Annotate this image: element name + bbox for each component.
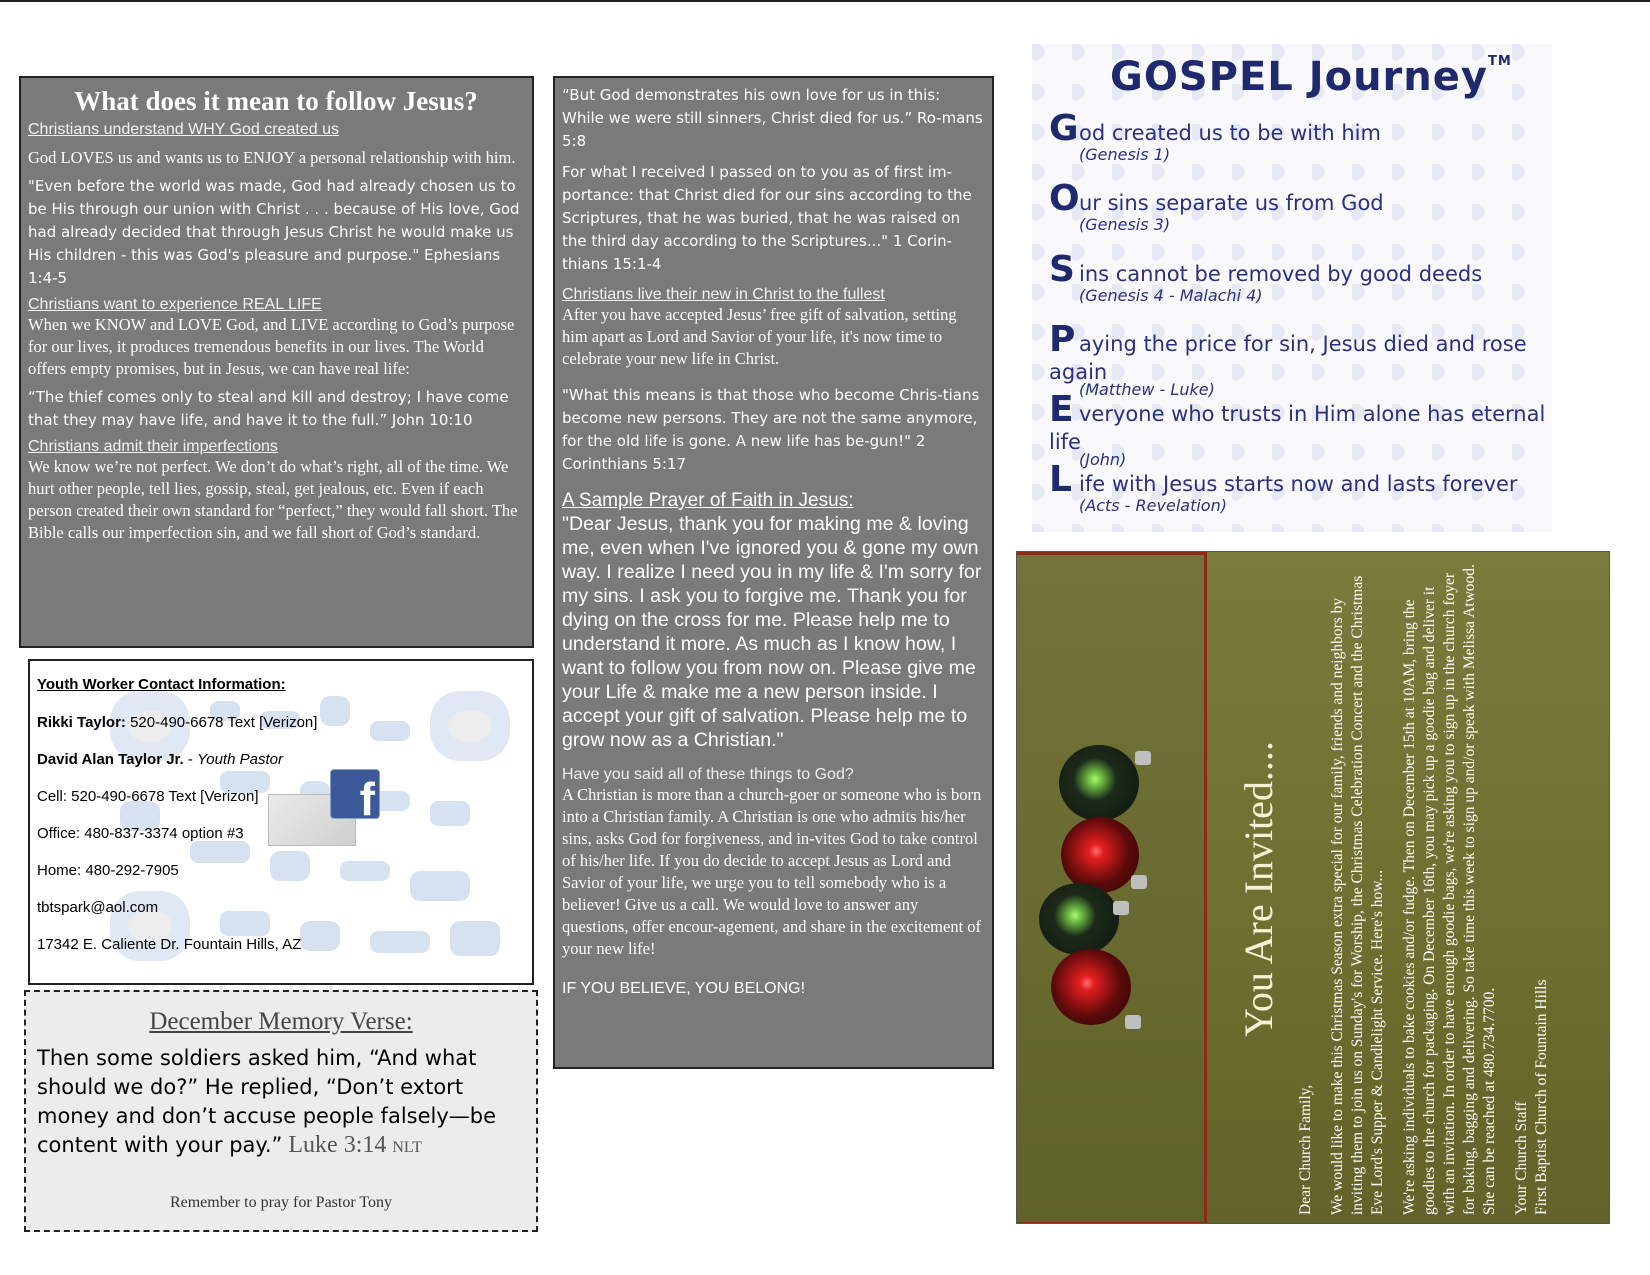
gospel-ref: (Genesis 3) bbox=[1079, 215, 1171, 234]
contact-email[interactable]: tbtspark@aol.com bbox=[37, 899, 159, 916]
gospel-ref: (Matthew - Luke) bbox=[1079, 380, 1215, 399]
facebook-icon[interactable]: f bbox=[330, 769, 380, 819]
section-heading-why: Christians understand WHY God created us bbox=[28, 121, 339, 138]
christmas-invitation bbox=[1016, 551, 1610, 1224]
memory-verse-box bbox=[24, 990, 538, 1232]
gospel-ref: (Genesis 4 - Malachi 4) bbox=[1079, 286, 1263, 305]
top-border bbox=[0, 0, 1650, 2]
quote-john: “The thief comes only to steal and kill and destroy; I have come that they may have life, and have it to the full.” John 10:10 bbox=[28, 388, 509, 429]
gospel-text: ins cannot be removed by good deeds bbox=[1079, 262, 1483, 286]
follow-jesus-title: What does it mean to follow Jesus? bbox=[74, 86, 478, 116]
section-body-why: God LOVES us and wants us to ENJOY a personal relationship with him. bbox=[28, 148, 516, 167]
question-heading: Have you said all of these things to God? bbox=[562, 766, 854, 783]
contact-david bbox=[37, 750, 532, 787]
new-life-panel bbox=[553, 76, 994, 1069]
section-heading-imperfections: Christians admit their imperfections bbox=[28, 438, 278, 455]
gospel-ref: (Acts - Revelation) bbox=[1079, 496, 1227, 515]
memory-verse-version: NLT bbox=[392, 1139, 423, 1156]
memory-verse-title: December Memory Verse: bbox=[149, 1008, 413, 1035]
gospel-item-o bbox=[1049, 178, 1384, 234]
gospel-text: aying the price for sin, Jesus died and rose again bbox=[1049, 332, 1527, 384]
contact-rikki bbox=[37, 713, 532, 750]
contact-david-separator: - bbox=[183, 751, 198, 768]
contact-panel bbox=[28, 659, 534, 985]
gospel-ref: (Genesis 1) bbox=[1079, 145, 1171, 164]
prayer-reminder: Remember to pray for Pastor Tony bbox=[169, 1194, 393, 1211]
contact-office: Office: 480-837-3374 option #3 bbox=[37, 825, 244, 842]
gospel-item-p bbox=[1049, 319, 1552, 399]
ornament-cap-icon bbox=[1131, 875, 1147, 889]
section-heading-new-life: Christians live their new in Christ to the fullest bbox=[562, 286, 885, 303]
gospel-item-l bbox=[1049, 459, 1518, 515]
follow-jesus-panel bbox=[19, 76, 534, 648]
section-body-imperfections: We know we’re not perfect. We don’t do what’s right, all of the time. We hurt other people, tell lies, gossip, steal, get jealous, etc. Even if each person created their own standard for “perfect,” they would fall short. The Bible calls our imperfection sin, and we fall short of God’s standard. bbox=[28, 457, 518, 542]
ornament-cap-icon bbox=[1125, 1015, 1141, 1029]
contact-address: 17342 E. Caliente Dr. Fountain Hills, AZ bbox=[37, 936, 302, 953]
invitation-paragraph-1: We would like to make this Christmas Season extra special for our family, friends and neighbors by inviting them to join us on Sunday's for Worship, the Christmas Celebration Concert and the Christmas Eve Lord's Supper & Candlelight Service. Here's how... bbox=[1329, 575, 1386, 1215]
red-ornament-icon bbox=[1051, 949, 1131, 1025]
gospel-item-e bbox=[1049, 389, 1552, 469]
closing-line: IF YOU BELIEVE, YOU BELONG! bbox=[562, 980, 806, 997]
quote-ephesians: "Even before the world was made, God had already chosen us to be His through our union with Christ . . . because of His love, God had already decided that through Jesus Christ he would make us His children - this was God's pleasure and purpose." Ephesians 1:4-5 bbox=[28, 177, 520, 287]
section-body-real-life: When we KNOW and LOVE God, and LIVE according to God’s purpose for our lives, it produces tremendous benefits in our lives. The World offers empty promises, but in Jesus, we can have real life: bbox=[28, 315, 515, 378]
prayer-text: "Dear Jesus, thank you for making me & loving me, even when I've ignored you & gone my own way. I realize I need you in my life & I'm sorry for my sins. I ask you to forgive me. Thank you for dying on the cross for me. Please help me to understand it more. As much as I know how, I want to follow you from now on. Please give me your Life & make me a new person inside. I accept your gift of salvation. Please help me to grow now as a Christian." bbox=[562, 513, 982, 751]
gospel-letter: O bbox=[1049, 178, 1080, 219]
ornament-cap-icon bbox=[1113, 901, 1129, 915]
invitation-paragraph-2: We're asking individuals to bake cookies and/or fudge. Then on December 15th at 10AM, bring the goodies to the church for packaging. On December 16th, you may pick up a goodie bag and deliver it with an invitation. In order to have enough goodie bags, we're asking you to sign up in the church foyer for baking, bagging and delivering. So take time this week to sign up and/or speak with Melissa Atwood. She can be reached at 480.734.7700. bbox=[1401, 564, 1498, 1215]
section-body-new-life: After you have accepted Jesus’ free gift of salvation, setting him apart as Lord and Savior of your life, it's now time to celebrate your new life in Christ. bbox=[562, 305, 957, 368]
gospel-text: ur sins separate us from God bbox=[1079, 191, 1384, 215]
memory-verse-reference: Luke 3:14 bbox=[282, 1132, 393, 1158]
green-ornament-icon bbox=[1039, 883, 1119, 955]
gospel-journey-title-text: GOSPEL Journey bbox=[1110, 54, 1488, 100]
ornament-cap-icon bbox=[1135, 751, 1151, 765]
gospel-text: ife with Jesus starts now and lasts forever bbox=[1079, 472, 1518, 496]
gospel-journey-title bbox=[1110, 54, 1512, 100]
invitation-signature-church: First Baptist Church of Fountain Hills bbox=[1533, 979, 1550, 1215]
contact-david-name: David Alan Taylor Jr. bbox=[37, 751, 184, 768]
memory-verse-text: Then some soldiers asked him, “And what should we do?” He replied, “Don’t extort money and don’t accuse people falsely—be content with your pay.” bbox=[37, 1046, 497, 1157]
invitation-signature-staff: Your Church Staff bbox=[1513, 1101, 1530, 1215]
gospel-ref: (John) bbox=[1079, 450, 1127, 469]
contact-rikki-phone: 520-490-6678 Text [Verizon] bbox=[125, 714, 318, 731]
trademark-mark: TM bbox=[1487, 54, 1512, 69]
gospel-letter: E bbox=[1049, 389, 1074, 430]
gospel-letter: G bbox=[1049, 108, 1079, 149]
contact-rikki-name: Rikki Taylor: bbox=[37, 714, 126, 731]
prayer-heading: A Sample Prayer of Faith in Jesus: bbox=[562, 490, 854, 511]
section-heading-real-life: Christians want to experience REAL LIFE bbox=[28, 296, 322, 313]
invitation-text-rotated bbox=[1217, 552, 1607, 1224]
gospel-letter: L bbox=[1049, 459, 1072, 500]
contact-title: Youth Worker Contact Information: bbox=[37, 676, 286, 693]
gospel-text: veryone who trusts in Him alone has eternal life bbox=[1049, 402, 1546, 454]
quote-romans: “But God demonstrates his own love for us in this: While we were still sinners, Christ died for us.” Ro-mans 5:8 bbox=[562, 86, 983, 150]
gospel-item-s bbox=[1049, 249, 1482, 305]
gospel-letter: P bbox=[1049, 319, 1076, 360]
memory-verse-text-block bbox=[26, 1036, 536, 1162]
contact-cell: Cell: 520-490-6678 Text [Verizon] bbox=[37, 788, 259, 805]
invitation-title: You Are Invited.... bbox=[1236, 741, 1281, 1037]
gospel-item-g bbox=[1049, 108, 1381, 164]
gospel-journey-panel bbox=[1032, 44, 1552, 532]
ornament-panel bbox=[1017, 552, 1207, 1224]
christian-description: A Christian is more than a church-goer or someone who is born into a Christian family. A Christian is one who admits his/her sins, asks God for forgiveness, and in-vites God to take control of his/her life. If you do decide to accept Jesus as Lord and Savior of your life, we urge you to tell somebody who is a believer! Give us a call. We would love to answer any questions, offer encour-agement, and share in the excitement of your new life! bbox=[562, 785, 982, 958]
quote-corinthians: For what I received I passed on to you as of first im-portance: that Christ died for our sins according to the Scriptures, that he was buried, that he was raised on the third day according to the Scriptures..." 1 Corin-thians 15:1-4 bbox=[562, 163, 972, 273]
green-ornament-icon bbox=[1059, 745, 1139, 821]
red-ornament-icon bbox=[1061, 817, 1139, 893]
quote-2-corinthians: "What this means is that those who become Chris-tians become new persons. They are not the same anymore, for the old life is gone. A new life has be-gun!" 2 Corinthians 5:17 bbox=[562, 386, 980, 473]
gospel-letter: S bbox=[1049, 249, 1075, 290]
contact-home: Home: 480-292-7905 bbox=[37, 862, 179, 879]
invitation-greeting: Dear Church Family, bbox=[1297, 1084, 1314, 1215]
gospel-text: od created us to be with him bbox=[1079, 121, 1381, 145]
contact-david-role: Youth Pastor bbox=[197, 751, 283, 768]
